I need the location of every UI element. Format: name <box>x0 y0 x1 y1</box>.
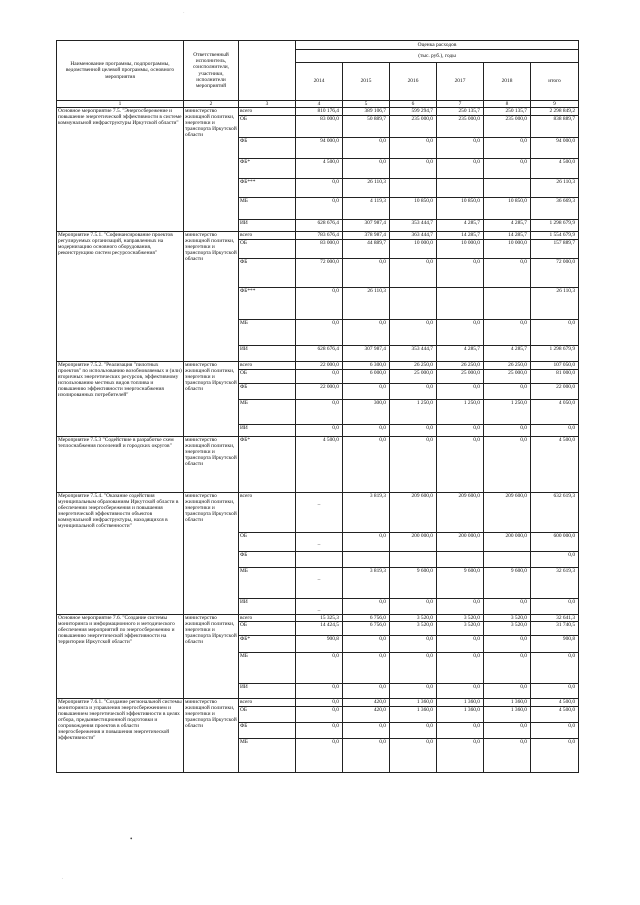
total-cell: 26 110,3 <box>531 179 579 198</box>
value-cell: 25 000,0 <box>437 370 484 384</box>
value-cell: 0,0 <box>296 179 343 198</box>
footer-mark: ' <box>62 877 67 882</box>
funding-source: всего <box>239 615 296 622</box>
funding-source: ФБ*** <box>239 179 296 198</box>
value-cell: 4 285,7 <box>484 346 531 362</box>
header-executor: Ответственный исполнитель, соисполнители, участники, исполнители мероприятий <box>184 41 239 101</box>
measure-executor: министерство жилищной политики, энергетики и транспорта Иркутской области <box>184 232 239 362</box>
value-cell: 72 000,0 <box>296 259 343 288</box>
value-cell: 0,0 <box>343 684 390 699</box>
value-cell: 0,0 <box>484 437 531 493</box>
table-row <box>57 437 579 493</box>
scan-mark: · <box>183 11 185 16</box>
value-cell: 599 294,7 <box>390 108 437 116</box>
value-cell <box>390 552 437 568</box>
value-cell: 0,0 <box>390 138 437 159</box>
value-cell: 1 360,0 <box>437 699 484 707</box>
value-cell: 0,0 <box>296 684 343 699</box>
value-cell: 3 520,0 <box>390 615 437 622</box>
funding-source: ОБ <box>239 370 296 384</box>
total-cell: 36 669,3 <box>531 198 579 220</box>
value-cell: 50 889,7 <box>343 116 390 138</box>
value-cell: 0,0 <box>390 437 437 493</box>
column-index: 7 <box>437 101 484 108</box>
value-cell: 0,0 <box>390 636 437 653</box>
footer-dot: • <box>130 835 133 843</box>
total-cell: 4 500,0 <box>531 437 579 493</box>
column-index: 6 <box>390 101 437 108</box>
value-cell: 0,0 <box>437 739 484 773</box>
value-cell: 94 000,0 <box>296 138 343 159</box>
value-cell: 0,0 <box>437 723 484 739</box>
total-cell: 900,8 <box>531 636 579 653</box>
value-cell: 0,0 <box>343 723 390 739</box>
measure-executor: министерство жилищной политики, энергетики и транспорта Иркутской области <box>184 699 239 773</box>
funding-source: ОБ <box>239 240 296 259</box>
value-cell: 209 600,0 <box>390 493 437 533</box>
value-cell: 628 676,4 <box>296 346 343 362</box>
table-row <box>57 108 579 116</box>
value-cell: 0,0 <box>343 159 390 179</box>
funding-source: МБ <box>239 739 296 773</box>
value-cell: 0,0 <box>437 259 484 288</box>
header-year: 2016 <box>390 63 437 101</box>
value-cell: 420,0 <box>343 699 390 707</box>
value-cell: 83 000,0 <box>296 240 343 259</box>
value-cell: 628 676,4 <box>296 220 343 232</box>
value-cell: 26 250,0 <box>484 362 531 370</box>
value-cell <box>390 179 437 198</box>
value-cell: 0,0 <box>484 159 531 179</box>
value-cell: 0,0 <box>343 739 390 773</box>
funding-source: ИИ <box>239 346 296 362</box>
value-cell: 0,0 <box>484 739 531 773</box>
funding-source: МБ <box>239 320 296 346</box>
table-body <box>57 108 579 773</box>
value-cell: 6 000,0 <box>343 370 390 384</box>
value-cell: 9 600,0 <box>390 568 437 599</box>
value-cell: 9 600,0 <box>437 568 484 599</box>
value-cell: 14 285,7 <box>484 232 531 240</box>
value-cell: 0,0 <box>390 684 437 699</box>
value-cell: 0,0 <box>390 599 437 615</box>
value-cell: 0,0 <box>296 370 343 384</box>
value-cell: 0,0 <box>390 159 437 179</box>
funding-source: ФБ <box>239 723 296 739</box>
total-cell: 81 000,0 <box>531 370 579 384</box>
dash-mark: – <box>317 608 321 615</box>
value-cell: 307 987,4 <box>343 346 390 362</box>
value-cell: 0,0 <box>484 320 531 346</box>
total-cell: 0,0 <box>531 684 579 699</box>
value-cell: 0,0 <box>296 653 343 684</box>
column-index: 5 <box>343 101 390 108</box>
total-cell: 1 298 679,9 <box>531 346 579 362</box>
value-cell: 0,0 <box>296 288 343 320</box>
value-cell: 6 756,0 <box>343 615 390 622</box>
funding-source: всего <box>239 362 296 370</box>
value-cell: 250 135,7 <box>484 108 531 116</box>
value-cell: 0,0 <box>437 653 484 684</box>
value-cell: 235 000,0 <box>484 116 531 138</box>
value-cell: 0,0 <box>390 259 437 288</box>
funding-source: всего <box>239 108 296 116</box>
value-cell: 200 000,0 <box>390 533 437 552</box>
value-cell: 0,0 <box>390 425 437 437</box>
column-index: 4 <box>296 101 343 108</box>
value-cell: 0,0 <box>390 653 437 684</box>
funding-source: ФБ*** <box>239 288 296 320</box>
table-row <box>57 362 579 370</box>
value-cell <box>437 552 484 568</box>
value-cell: 0,0 <box>484 425 531 437</box>
value-cell: 0,0 <box>296 707 343 723</box>
column-index: 1 <box>57 101 184 108</box>
value-cell <box>296 493 343 533</box>
measure-name: Мероприятие 7.5.3 "Содействие в разработке схем теплоснабжения поселений и городских округов" <box>57 437 184 493</box>
measure-executor: министерство жилищной политики, энергетики и транспорта Иркутской области <box>184 615 239 699</box>
funding-source: ФБ* <box>239 159 296 179</box>
value-cell <box>437 179 484 198</box>
value-cell: 0,0 <box>390 739 437 773</box>
dash-mark: – <box>317 502 321 509</box>
total-cell: 1 554 679,9 <box>531 232 579 240</box>
value-cell: 10 850,0 <box>390 198 437 220</box>
value-cell: 26 110,3 <box>343 288 390 320</box>
value-cell: 235 000,0 <box>390 116 437 138</box>
total-cell: 1 298 679,9 <box>531 220 579 232</box>
funding-source: ФБ <box>239 259 296 288</box>
value-cell: 0,0 <box>390 384 437 400</box>
total-cell: 32 641,3 <box>531 615 579 622</box>
column-index: 3 <box>239 101 296 108</box>
funding-source: всего <box>239 699 296 707</box>
value-cell: 4 285,7 <box>437 220 484 232</box>
measure-executor: министерство жилищной политики, энергетики и транспорта Иркутской области <box>184 362 239 437</box>
value-cell <box>296 552 343 568</box>
measure-name: Мероприятие 7.5.4. "Оказание содействия муниципальным образованиям Иркутской области в обеспечении энергосбережения и повышения энергетической эффективности объектов коммунальной инфраструктуры, находящихся в муниципальной собственности" <box>57 493 184 615</box>
header-year: 2014 <box>296 63 343 101</box>
measure-executor: министерство жилищной политики, энергетики и транспорта Иркутской области <box>184 437 239 493</box>
total-cell: 107 050,0 <box>531 362 579 370</box>
total-cell: 157 889,7 <box>531 240 579 259</box>
measure-name: Основное мероприятие 7.6. "Создание системы мониторинга и информационного и методического обеспечения мероприятий по энергосбережению и повышению энергетической эффективности на территории Иркутской области" <box>57 615 184 699</box>
value-cell: 1 360,0 <box>437 707 484 723</box>
value-cell: 0,0 <box>437 599 484 615</box>
total-cell: 0,0 <box>531 739 579 773</box>
funding-source: всего <box>239 493 296 533</box>
funding-source: ОБ <box>239 622 296 636</box>
measure-name: Основное мероприятие 7.5. "Энергосбережение и повышение энергетической эффективности в системе коммунальной инфраструктуры Иркутской области" <box>57 108 184 232</box>
funding-source: ИИ <box>239 425 296 437</box>
value-cell: 3 520,0 <box>484 615 531 622</box>
header-year: 2017 <box>437 63 484 101</box>
value-cell: 44 889,7 <box>343 240 390 259</box>
value-cell: 0,0 <box>343 320 390 346</box>
value-cell: 0,0 <box>484 138 531 159</box>
value-cell: 1 360,0 <box>390 707 437 723</box>
value-cell: 235 000,0 <box>437 116 484 138</box>
measure-name: Мероприятие 7.5.2. "Реализация "пилотных проектов" по использованию возобновляемых и (или) вторичных энергетических ресурсов, эффективному использованию местных видов топлива и повышению эффективности энергоснабжения изолированных потребителей" <box>57 362 184 437</box>
total-cell: 22 000,0 <box>531 384 579 400</box>
funding-source: ОБ <box>239 116 296 138</box>
value-cell: 0,0 <box>484 653 531 684</box>
total-cell: 94 000,0 <box>531 138 579 159</box>
total-cell: 72 000,0 <box>531 259 579 288</box>
value-cell: 0,0 <box>484 723 531 739</box>
value-cell: 200 000,0 <box>484 533 531 552</box>
value-cell: 1 360,0 <box>484 707 531 723</box>
funding-source: ФБ* <box>239 636 296 653</box>
total-cell: 0,0 <box>531 653 579 684</box>
value-cell: 3 819,3 <box>343 493 390 533</box>
value-cell: 783 676,4 <box>296 232 343 240</box>
value-cell: 0,0 <box>484 384 531 400</box>
total-cell: 4 500,0 <box>531 707 579 723</box>
value-cell: 209 600,0 <box>484 493 531 533</box>
value-cell: 3 520,0 <box>484 622 531 636</box>
funding-source: МБ <box>239 653 296 684</box>
header-program-name: Наименование программы, подпрограммы, ведомственной целевой программы, основного мероприятия <box>57 41 184 101</box>
total-cell: 31 740,5 <box>531 622 579 636</box>
value-cell: 25 000,0 <box>484 370 531 384</box>
header-year: 2018 <box>484 63 531 101</box>
funding-source: ФБ* <box>239 437 296 493</box>
value-cell: 0,0 <box>437 684 484 699</box>
value-cell: 810 176,4 <box>296 108 343 116</box>
value-cell: 26 250,0 <box>437 362 484 370</box>
value-cell: 1 360,0 <box>390 699 437 707</box>
value-cell: 6 300,0 <box>343 362 390 370</box>
value-cell: 0,0 <box>343 533 390 552</box>
header-blank <box>239 41 296 101</box>
value-cell: 200 000,0 <box>437 533 484 552</box>
total-cell: 632 619,3 <box>531 493 579 533</box>
value-cell: 0,0 <box>343 653 390 684</box>
value-cell: 3 520,0 <box>437 622 484 636</box>
value-cell: 0,0 <box>296 400 343 425</box>
column-index: 8 <box>484 101 531 108</box>
total-cell: 0,0 <box>531 599 579 615</box>
table-row <box>57 699 579 707</box>
column-index-row <box>57 101 579 108</box>
funding-source: ФБ <box>239 384 296 400</box>
total-cell: 4 050,0 <box>531 400 579 425</box>
value-cell <box>437 288 484 320</box>
value-cell: 0,0 <box>437 159 484 179</box>
value-cell: 0,0 <box>343 425 390 437</box>
total-cell: 838 889,7 <box>531 116 579 138</box>
value-cell: 4 500,0 <box>296 159 343 179</box>
total-cell: 0,0 <box>531 320 579 346</box>
value-cell: 307 987,4 <box>343 220 390 232</box>
value-cell: 4 500,0 <box>296 437 343 493</box>
value-cell <box>296 533 343 552</box>
total-cell: 4 500,0 <box>531 159 579 179</box>
value-cell <box>343 552 390 568</box>
value-cell: 300,0 <box>343 400 390 425</box>
total-cell: 4 500,0 <box>531 699 579 707</box>
value-cell: 0,0 <box>437 320 484 346</box>
column-index: 2 <box>184 101 239 108</box>
value-cell: 0,0 <box>343 138 390 159</box>
table-row <box>57 615 579 622</box>
value-cell <box>296 568 343 599</box>
value-cell: 363 444,7 <box>390 232 437 240</box>
value-cell <box>484 179 531 198</box>
value-cell: 0,0 <box>343 636 390 653</box>
value-cell: 0,0 <box>484 599 531 615</box>
value-cell: 3 520,0 <box>437 615 484 622</box>
measure-executor: министерство жилищной политики, энергетики и транспорта Иркутской области <box>184 493 239 615</box>
value-cell: 0,0 <box>343 599 390 615</box>
value-cell: 6 756,0 <box>343 622 390 636</box>
header-year: 2015 <box>343 63 390 101</box>
total-cell: 26 110,3 <box>531 288 579 320</box>
value-cell: 15 325,3 <box>296 615 343 622</box>
funding-source: ФБ <box>239 138 296 159</box>
total-cell: 0,0 <box>531 723 579 739</box>
value-cell: 0,0 <box>437 425 484 437</box>
value-cell: 900,8 <box>296 636 343 653</box>
total-cell: 600 000,0 <box>531 533 579 552</box>
value-cell: 0,0 <box>296 739 343 773</box>
value-cell: 420,0 <box>343 707 390 723</box>
total-cell: 2 298 849,2 <box>531 108 579 116</box>
value-cell: 0,0 <box>484 636 531 653</box>
total-cell: 0,0 <box>531 425 579 437</box>
value-cell: 1 250,0 <box>437 400 484 425</box>
value-cell: 10 000,0 <box>437 240 484 259</box>
value-cell: 0,0 <box>437 138 484 159</box>
value-cell: 0,0 <box>343 259 390 288</box>
header-cost-unit: (тыс. руб.), годы <box>296 50 579 63</box>
funding-source: ФБ <box>239 552 296 568</box>
funding-source: всего <box>239 232 296 240</box>
value-cell: 378 987,4 <box>343 232 390 240</box>
value-cell: 10 000,0 <box>390 240 437 259</box>
funding-source: ИИ <box>239 220 296 232</box>
value-cell: 0,0 <box>296 723 343 739</box>
value-cell: 1 360,0 <box>484 699 531 707</box>
value-cell: 4 119,3 <box>343 198 390 220</box>
value-cell: 22 000,0 <box>296 362 343 370</box>
value-cell: 353 444,7 <box>390 220 437 232</box>
header-total: итого <box>531 63 579 101</box>
table-row <box>57 232 579 240</box>
value-cell: 1 250,0 <box>484 400 531 425</box>
value-cell: 10 850,0 <box>437 198 484 220</box>
value-cell: 3 520,0 <box>390 622 437 636</box>
value-cell: 0,0 <box>296 320 343 346</box>
measure-name: Мероприятие 7.5.1. "Софинансирование проектов регулируемых организаций, направленных на модернизацию основного оборудования, реконструкцию систем ресурсоснабжения" <box>57 232 184 362</box>
value-cell: 0,0 <box>484 684 531 699</box>
value-cell <box>484 288 531 320</box>
value-cell: 25 000,0 <box>390 370 437 384</box>
value-cell: 209 600,0 <box>437 493 484 533</box>
value-cell: 250 135,7 <box>437 108 484 116</box>
value-cell: 3 819,3 <box>343 568 390 599</box>
value-cell: 26 110,3 <box>343 179 390 198</box>
funding-source: МБ <box>239 400 296 425</box>
value-cell: 22 000,0 <box>296 384 343 400</box>
funding-source: ИИ <box>239 684 296 699</box>
value-cell: 9 600,0 <box>484 568 531 599</box>
value-cell: 0,0 <box>484 259 531 288</box>
value-cell: 353 444,7 <box>390 346 437 362</box>
value-cell: 0,0 <box>390 723 437 739</box>
value-cell: 389 106,7 <box>343 108 390 116</box>
funding-source: ОБ <box>239 707 296 723</box>
dash-mark: – <box>317 542 321 549</box>
total-cell: 0,0 <box>531 552 579 568</box>
value-cell: 0,0 <box>437 384 484 400</box>
value-cell: 0,0 <box>343 384 390 400</box>
value-cell: 1 250,0 <box>390 400 437 425</box>
value-cell: 0,0 <box>296 425 343 437</box>
value-cell: 0,0 <box>343 437 390 493</box>
value-cell: 10 850,0 <box>484 198 531 220</box>
total-cell: 32 619,3 <box>531 568 579 599</box>
value-cell: 83 000,0 <box>296 116 343 138</box>
column-index: 9 <box>531 101 579 108</box>
budget-sheet <box>56 40 578 773</box>
value-cell: 10 000,0 <box>484 240 531 259</box>
value-cell: 4 285,7 <box>437 346 484 362</box>
value-cell <box>296 599 343 615</box>
measure-executor: министерство жилищной политики, энергетики и транспорта Иркутской области <box>184 108 239 232</box>
value-cell: 4 285,7 <box>484 220 531 232</box>
value-cell: 0,0 <box>296 699 343 707</box>
value-cell: 14 424,5 <box>296 622 343 636</box>
table-row <box>57 493 579 533</box>
expenditure-table <box>56 40 579 773</box>
funding-source: ОБ <box>239 533 296 552</box>
value-cell <box>390 288 437 320</box>
value-cell: 0,0 <box>296 198 343 220</box>
funding-source: МБ <box>239 568 296 599</box>
value-cell: 0,0 <box>437 437 484 493</box>
value-cell: 0,0 <box>390 320 437 346</box>
header-cost-title: Оценка расходов <box>296 41 579 50</box>
dash-mark: – <box>317 577 321 584</box>
value-cell: 26 250,0 <box>390 362 437 370</box>
value-cell: 14 285,7 <box>437 232 484 240</box>
funding-source: МБ <box>239 198 296 220</box>
funding-source: ИИ <box>239 599 296 615</box>
value-cell <box>484 552 531 568</box>
measure-name: Мероприятие 7.6.1. "Создание региональной системы мониторинга и управления энергосбережением и повышением энергетической эффективности в целях отбора, предынвестиционной подготовки и сопровождения проектов в области энергосбережения и повышения энергетической эффективности" <box>57 699 184 773</box>
value-cell: 0,0 <box>437 636 484 653</box>
